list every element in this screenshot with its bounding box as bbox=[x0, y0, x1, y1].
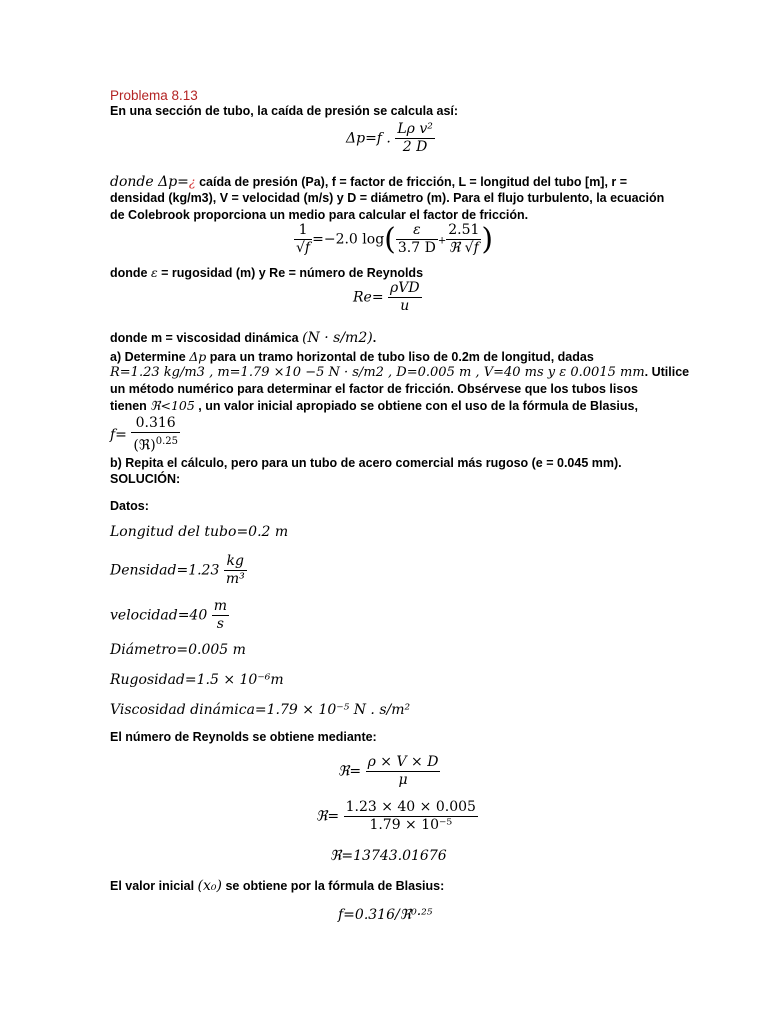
initial-value-line: El valor inicial (x₀) se obtiene por la fórmula de Blasius: bbox=[110, 878, 445, 894]
definitions-line-1: donde Δp=¿ caída de presión (Pa), f = factor de fricción, L = longitud del tubo [m], r = bbox=[110, 174, 628, 190]
data-heading: Datos: bbox=[110, 499, 149, 513]
part-a-line-3: un método numérico para determinar el factor de fricción. Obsérvese que los tubos lisos bbox=[110, 382, 638, 396]
problem-title: Problema 8.13 bbox=[110, 88, 198, 103]
colebrook-equation: $\frac{1}{√f}$ =−2.0 log( $\frac{\varepsilon}{3.7 D}$ + $\frac{2.51}{\text{ℜ √f}}$ ) bbox=[296, 222, 494, 257]
pressure-drop-equation: Δp=f . $\frac{\text{Lρ v²}}{2 D}$ bbox=[346, 121, 433, 155]
reynolds-intro: El número de Reynolds se obtiene mediante: bbox=[110, 730, 377, 744]
part-a-line-1: a) Determine Δp para un tramo horizontal de tubo liso de 0.2m de longitud, dadas bbox=[110, 349, 594, 364]
data-roughness: Rugosidad=1.5 × 10⁻⁶m bbox=[110, 672, 284, 688]
intro-text: En una sección de tubo, la caída de presión se calcula así: bbox=[110, 104, 459, 118]
reynolds-equation-numeric: ℜ= $\frac{1.23 \times 40 \times 0.005}{\text{1.79 × 10⁻⁵}}$ bbox=[316, 799, 476, 833]
blasius-formula-first: f= $\frac{0.316}{(ℜ)^{0.25}}$ bbox=[110, 415, 178, 454]
reynolds-definition-equation: Re= $\frac{\text{ρVD}}{u}$ bbox=[353, 280, 420, 314]
reynolds-equation-symbolic: ℜ= $\frac{\rho \times V \times D}{\mu}$ bbox=[338, 754, 439, 788]
definitions-line-3: de Colebrook proporciona un medio para calcular el factor de fricción. bbox=[110, 208, 529, 222]
part-a-line-4: tienen ℜ<105 , un valor inicial apropiado se obtiene con el uso de la fórmula de Blasius, bbox=[110, 398, 638, 413]
definitions-line-2: densidad (kg/m3), V = velocidad (m/s) y D = diámetro (m). Para el flujo turbulento, la ecuación bbox=[110, 191, 665, 205]
roughness-line: donde ε = rugosidad (m) y Re = número de Reynolds bbox=[110, 265, 424, 280]
blasius-formula-final: f=0.316/ℜ⁰·²⁵ bbox=[338, 907, 433, 923]
data-velocity: velocidad=40 $\frac{m}{s}$ bbox=[110, 598, 227, 632]
data-diameter: Diámetro=0.005 m bbox=[110, 642, 246, 658]
data-length: Longitud del tubo=0.2 m bbox=[110, 524, 289, 540]
viscosity-line: donde m = viscosidad dinámica (N · s/m2). bbox=[110, 330, 377, 346]
solution-heading: SOLUCIÓN: bbox=[110, 472, 181, 486]
data-viscosity: Viscosidad dinámica=1.79 × 10⁻⁵ N . s/m² bbox=[110, 702, 411, 718]
part-a-line-2: R=1.23 kg/m3 , m=1.79 ×10 −5 N · s/m2 , D=0.005 m , V=40 ms y ε 0.0015 mm. Utilice bbox=[110, 365, 690, 380]
data-density: Densidad=1.23 $\frac{kg}{\text{m³}}$ bbox=[110, 553, 245, 587]
reynolds-result: ℜ=13743.01676 bbox=[330, 848, 447, 864]
part-b-text: b) Repita el cálculo, pero para un tubo de acero comercial más rugoso (e = 0.045 mm). bbox=[110, 456, 622, 470]
